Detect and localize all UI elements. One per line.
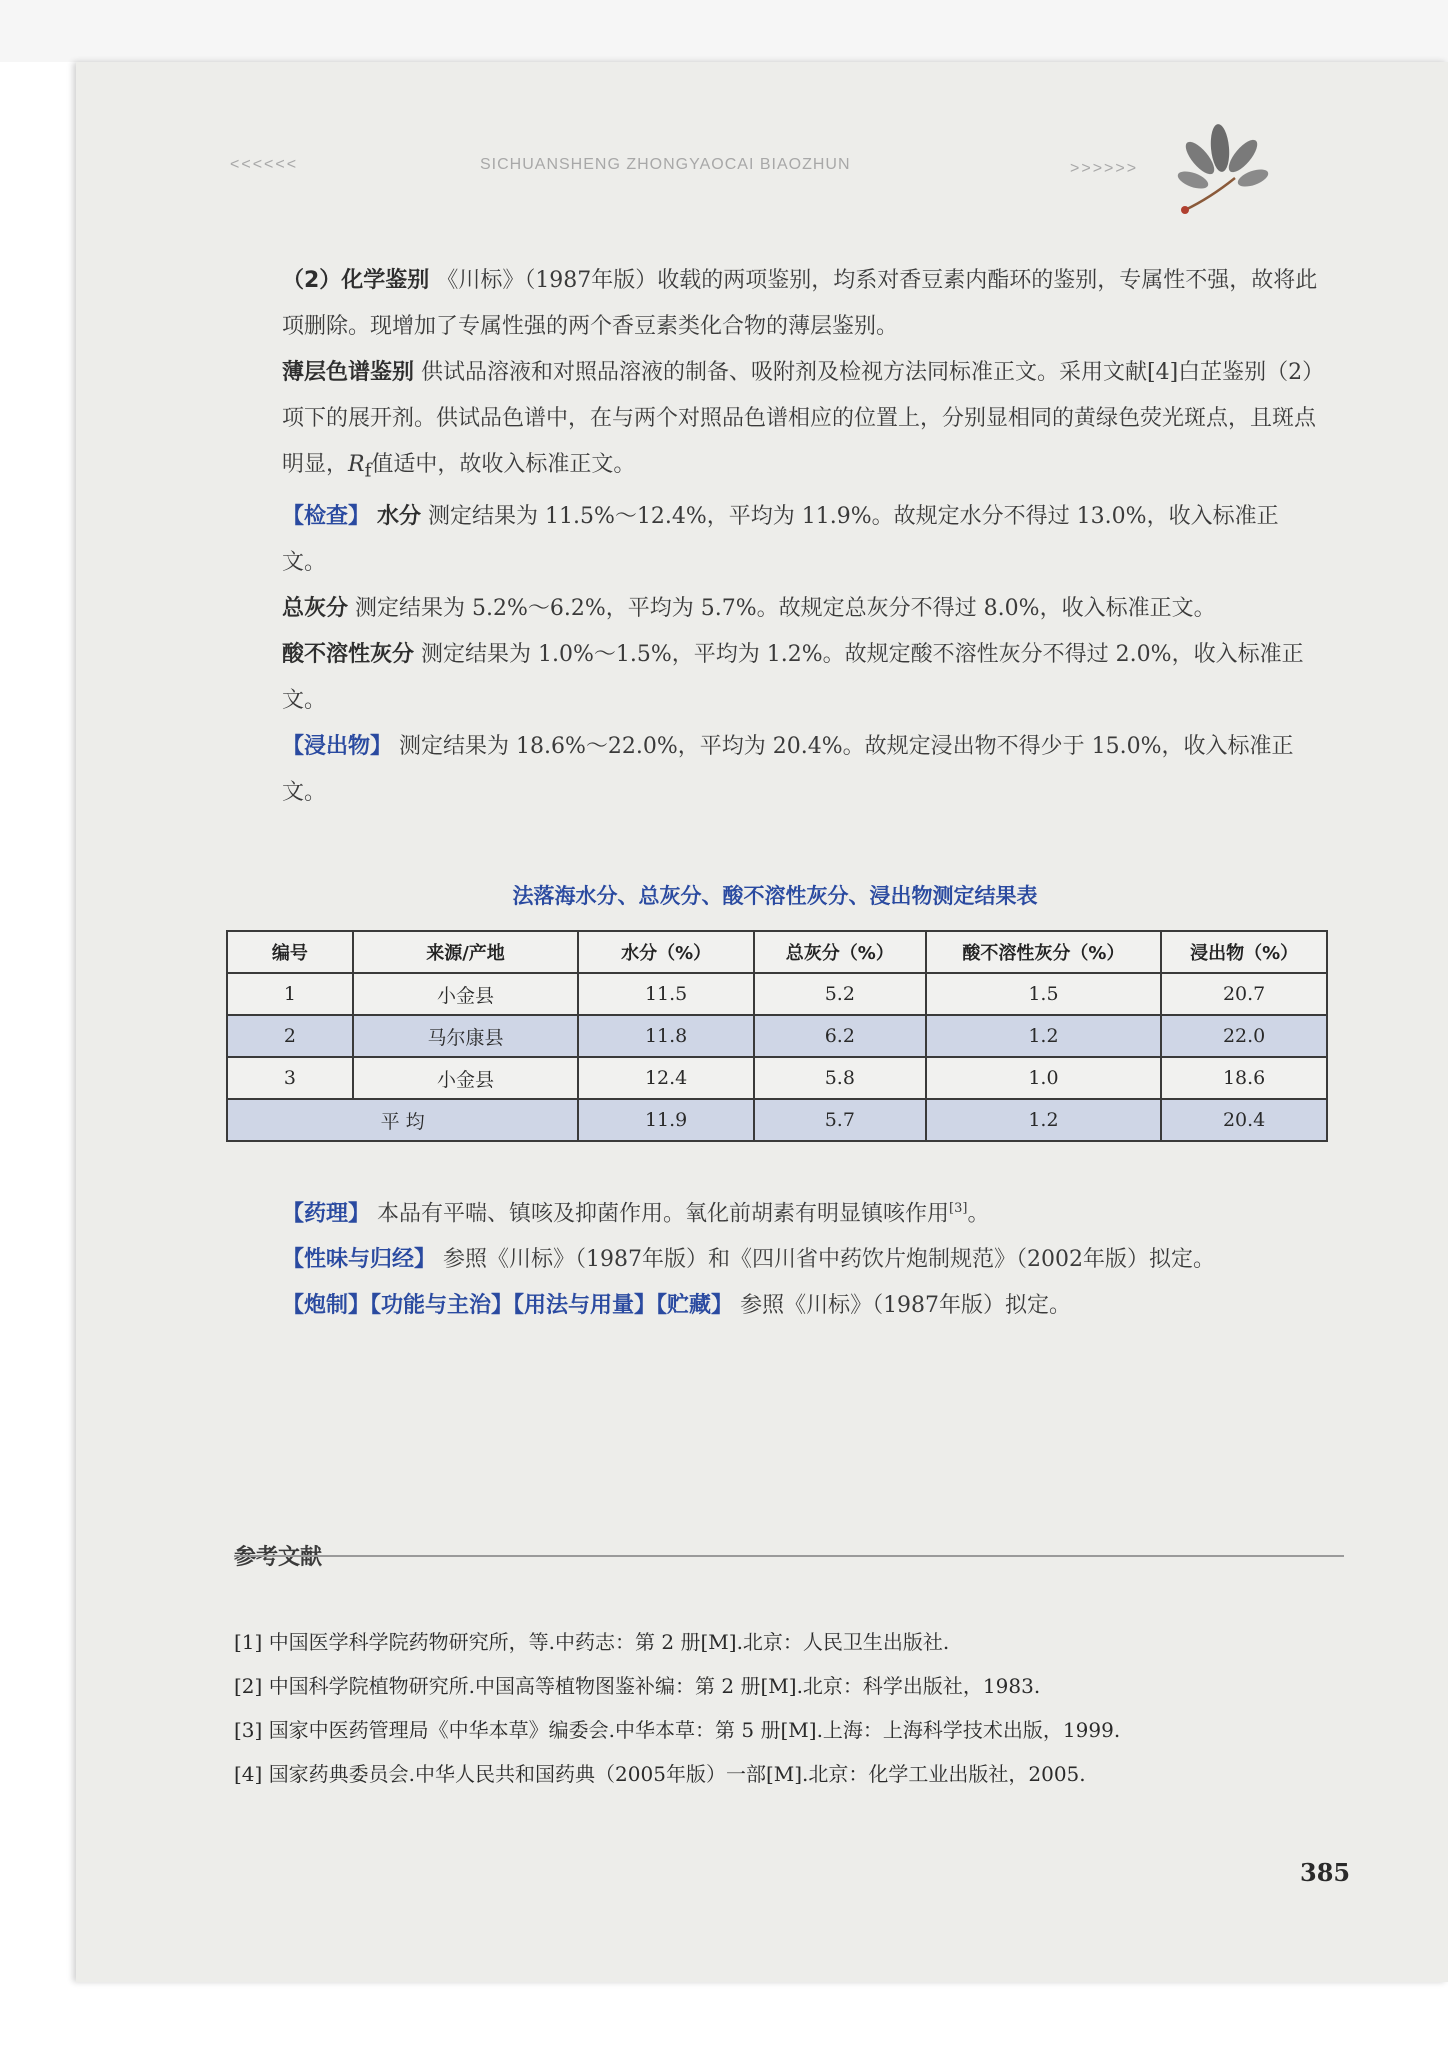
table-cell: 5.2: [754, 973, 926, 1015]
header-cell-extract: 浸出物（%）: [1161, 931, 1327, 973]
total-ash-text: 测定结果为 5.2%～6.2%，平均为 5.7%。故规定总灰分不得过 8.0%，收入标准正文。: [355, 596, 1216, 622]
header-cell-acid-ash: 酸不溶性灰分（%）: [926, 931, 1162, 973]
chemical-id-text: 《川标》（1987年版）收载的两项鉴别，均系对香豆素内酯环的鉴别，专属性不强，故将此项删除。现增加了专属性强的两个香豆素类化合物的薄层鉴别。: [282, 268, 1318, 339]
scan-background-top: [0, 0, 1448, 62]
table-average-row: [227, 1099, 1327, 1141]
tlc-text-a: 供试品溶液和对照品溶液的制备、吸附剂及检视方法同标准正文。采用文献[4]白芷鉴别（2）项下的展开剂。供试品色谱中，在与两个对照品色谱相应的位置上，分别显相同的黄绿色荧光斑点，且斑点明显，: [282, 360, 1317, 477]
references-list: [234, 1620, 1344, 1796]
paragraph-pharmacology: [230, 1186, 1320, 1237]
table-cell: 20.7: [1161, 973, 1327, 1015]
paragraph-processing: [230, 1283, 1320, 1329]
pharmacology-ref: [3]: [949, 1201, 968, 1216]
moisture-text: 测定结果为 11.5%～12.4%，平均为 11.9%。故规定水分不得过 13.0%，收入标准正文。: [282, 504, 1279, 576]
reference-item: [2] 中国科学院植物研究所.中国高等植物图鉴补编：第 2 册[M].北京：科学出版社，1983.: [234, 1674, 1041, 1698]
header-cell-source: 来源/产地: [353, 931, 579, 973]
reference-item: [4] 国家药典委员会.中华人民共和国药典（2005年版）一部[M].北京：化学工业出版社，2005.: [234, 1762, 1086, 1786]
table-cell: 18.6: [1161, 1057, 1327, 1099]
table-row: [227, 973, 1327, 1015]
paragraph-extract: [230, 724, 1320, 816]
function-tag: 【功能与主治】: [370, 1293, 514, 1319]
table-cell: 2: [227, 1015, 353, 1057]
header-cell-id: 编号: [227, 931, 353, 973]
table-cell: 11.5: [578, 973, 754, 1015]
total-ash-label: 总灰分: [282, 596, 349, 622]
header-cell-total-ash: 总灰分（%）: [754, 931, 926, 973]
pharmacology-tag: 【药理】: [282, 1201, 371, 1227]
post-table-text-block: [230, 1186, 1320, 1329]
table-cell: 1.2: [926, 1015, 1162, 1057]
chemical-id-label: （2）化学鉴别: [282, 268, 430, 293]
table-row: [227, 1057, 1327, 1099]
average-label-cell: 平 均: [227, 1099, 578, 1141]
table-cell: 11.9: [578, 1099, 754, 1141]
paragraph-acid-ash: [230, 632, 1320, 724]
extract-text: 测定结果为 18.6%～22.0%，平均为 20.4%。故规定浸出物不得少于 15.0%，收入标准正文。: [282, 734, 1294, 806]
running-header: [150, 150, 1290, 190]
table-cell: 1.0: [926, 1057, 1162, 1099]
table-cell: 1.2: [926, 1099, 1162, 1141]
table-cell: 1: [227, 973, 353, 1015]
reference-item: [1] 中国医学科学院药物研究所，等.中药志：第 2 册[M].北京：人民卫生出版社.: [234, 1630, 950, 1654]
nature-tag: 【性味与归经】: [282, 1247, 437, 1273]
usage-tag: 【用法与用量】: [513, 1293, 657, 1319]
header-right-ornament: >>>>>>: [1070, 160, 1139, 177]
results-table: [226, 930, 1328, 1142]
table-caption: 法落海水分、总灰分、酸不溶性灰分、浸出物测定结果表: [512, 883, 1038, 908]
rf-symbol: R: [348, 452, 365, 477]
table-cell: 5.7: [754, 1099, 926, 1141]
acid-ash-text: 测定结果为 1.0%～1.5%，平均为 1.2%。故规定酸不溶性灰分不得过 2.0%，收入标准正文。: [282, 642, 1304, 714]
header-cell-moisture: 水分（%）: [578, 931, 754, 973]
processing-tag: 【炮制】: [282, 1293, 371, 1319]
table-cell: 3: [227, 1057, 353, 1099]
acid-ash-label: 酸不溶性灰分: [282, 642, 415, 668]
tlc-label: 薄层色谱鉴别: [282, 360, 415, 385]
leaf-logo-icon: [1165, 118, 1275, 218]
table-cell: 小金县: [353, 1057, 579, 1099]
table-cell: 11.8: [578, 1015, 754, 1057]
nature-text: 参照《川标》（1987年版）和《四川省中药饮片炮制规范》（2002年版）拟定。: [443, 1247, 1215, 1273]
table-row: [227, 1015, 1327, 1057]
reference-item: [3] 国家中医药管理局《中华本草》编委会.中华本草：第 5 册[M].上海：上海科学技术出版，1999.: [234, 1718, 1121, 1742]
table-cell: 1.5: [926, 973, 1162, 1015]
storage-tag: 【贮藏】: [656, 1293, 734, 1319]
table-cell: 5.8: [754, 1057, 926, 1099]
table-cell: 6.2: [754, 1015, 926, 1057]
paragraph-moisture: [230, 494, 1320, 586]
header-left-ornament: <<<<<<: [230, 156, 299, 173]
paragraph-nature: [230, 1237, 1320, 1283]
table-cell: 20.4: [1161, 1099, 1327, 1141]
inspection-tag: 【检查】: [282, 504, 371, 530]
paragraph-total-ash: [230, 586, 1320, 632]
table-cell: 小金县: [353, 973, 579, 1015]
moisture-label: 水分: [377, 504, 422, 530]
body-text-block: [230, 258, 1320, 816]
processing-text: 参照《川标》（1987年版）拟定。: [740, 1293, 1072, 1319]
table-cell: 12.4: [578, 1057, 754, 1099]
pharmacology-end: 。: [967, 1201, 990, 1227]
rf-subscript: f: [364, 460, 372, 482]
table-cell: 马尔康县: [353, 1015, 579, 1057]
paragraph-tlc: [230, 350, 1320, 494]
table-header-row: [227, 931, 1327, 973]
tlc-text-b: 值适中，故收入标准正文。: [371, 452, 636, 477]
table-cell: 22.0: [1161, 1015, 1327, 1057]
header-title: SICHUANSHENG ZHONGYAOCAI BIAOZHUN: [480, 156, 851, 173]
pharmacology-text: 本品有平喘、镇咳及抑菌作用。氧化前胡素有明显镇咳作用: [377, 1201, 950, 1227]
paragraph-chemical-id: [230, 258, 1320, 350]
extract-tag: 【浸出物】: [282, 734, 393, 760]
references-divider: [234, 1555, 1344, 1557]
references-title: 参考文献: [234, 1545, 323, 1570]
page-number: 385: [1300, 1858, 1351, 1887]
